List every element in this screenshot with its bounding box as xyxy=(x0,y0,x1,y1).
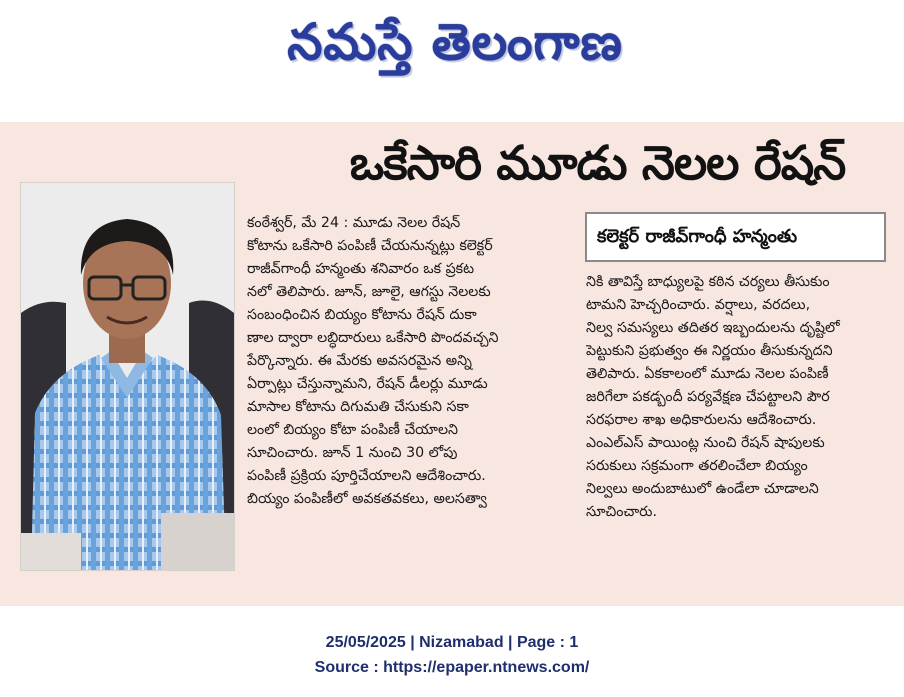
body-line: పెట్టుకుని ప్రభుత్వం ఈ నిర్ణయం తీసుకున్నదని xyxy=(586,343,833,359)
source-footer xyxy=(0,630,904,680)
article-body-left-column xyxy=(247,212,562,582)
body-line: సరుకులు సక్రమంగా తరలించేలా బియ్యం xyxy=(586,458,808,474)
body-line: సూచించారు. జూన్ 1 నుంచి 30 లోపు xyxy=(247,445,458,461)
body-line: ణాల ద్వారా లబ్ధిదారులు ఒకేసారి పొందవచ్చని xyxy=(247,330,499,346)
article-headline: ఒకేసారి మూడు నెలల రేషన్ xyxy=(349,136,846,191)
body-line: ఏర్పాట్లు చేస్తున్నామని, రేషన్ డీలర్లు మూడు xyxy=(247,376,488,392)
body-line: నిల్వ సమస్యలు తదితర ఇబ్బందులను దృష్టిలో xyxy=(586,320,840,336)
body-line: పేర్కొన్నారు. ఈ మేరకు అవసరమైన అన్ని xyxy=(247,353,472,369)
body-line: పంపిణీ ప్రక్రియ పూర్తిచేయాలని ఆదేశించారు. xyxy=(247,468,486,484)
masthead xyxy=(0,0,904,88)
body-line: కంఠేశ్వర్, మే 24 : మూడు నెలల రేషన్ xyxy=(247,215,461,231)
body-line: సూచించారు. xyxy=(586,504,657,520)
newspaper-logo: నమస్తే తెలంగాణ xyxy=(287,13,623,71)
body-line: మాసాల కోటాను దిగుమతి చేసుకుని సకా xyxy=(247,399,469,415)
body-line: తెలిపారు. ఏకకాలంలో మూడు నెలల పంపిణీ xyxy=(586,366,829,382)
body-line: జరిగేలా పకడ్బందీ పర్యవేక్షణ చేపట్టాలని పౌర xyxy=(586,389,830,405)
article-subhead: కలెక్టర్ రాజీవ్‌గాంధీ హన్మంతు xyxy=(597,226,798,247)
body-line: లంలో బియ్యం కోటా పంపిణీ చేయాలని xyxy=(247,422,459,438)
body-line: బియ్యం పంపిణీలో అవకతవకలు, అలసత్వా xyxy=(247,491,487,507)
body-line: రాజీవ్‌గాంధీ హన్మంతు శనివారం ఒక ప్రకట xyxy=(247,261,475,277)
body-line: నలో తెలిపారు. జూన్, జూలై, ఆగస్టు నెలలకు xyxy=(247,284,491,300)
edition-info: 25/05/2025 | Nizamabad | Page : 1 xyxy=(325,634,579,651)
body-line: నికి తావిస్తే బాధ్యులపై కఠిన చర్యలు తీసుకుం xyxy=(586,274,830,290)
article-subhead-box xyxy=(585,212,886,262)
body-line: టామని హెచ్చరించారు. వర్షాలు, వరదలు, xyxy=(586,297,811,313)
body-line: సంబంధించిన బియ్యం కోటాను రేషన్ దుకా xyxy=(247,307,477,323)
collector-photo xyxy=(20,182,235,571)
body-line: నిల్వలు అందుబాటులో ఉండేలా చూడాలని xyxy=(586,481,819,497)
body-line: సరఫరాల శాఖ అధికారులను ఆదేశించారు. xyxy=(586,412,817,428)
article-body-right-column xyxy=(586,271,899,581)
body-line: కోటాను ఒకేసారి పంపిణీ చేయనున్నట్లు కలెక్టర్ xyxy=(247,238,493,254)
source-url: Source : https://epaper.ntnews.com/ xyxy=(314,659,590,676)
body-line: ఎంఎల్ఎస్ పాయింట్ల నుంచి రేషన్ షాపులకు xyxy=(586,435,825,451)
